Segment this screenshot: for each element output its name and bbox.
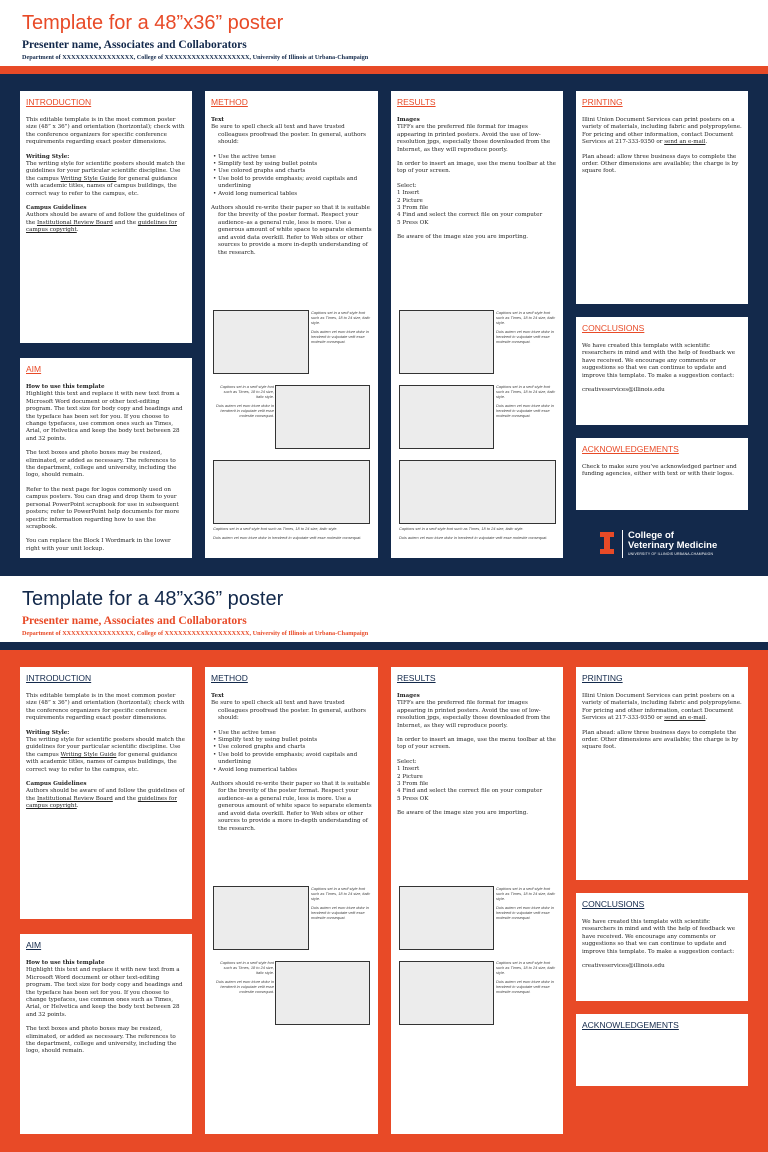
how-to-heading: How to use this template bbox=[26, 960, 105, 966]
image-placeholder[interactable] bbox=[275, 961, 370, 1025]
image-caption: Captions set in a serif style font such as Times, 18 to 24 size, italic style. Duis autem vel eum iriure dolor in hendrerit in vulputate velit esse molestie consequat. bbox=[216, 960, 274, 994]
results-heading: RESULTS bbox=[397, 97, 436, 107]
presenter-line: Presenter name, Associates and Collaborators bbox=[22, 615, 247, 627]
department-line: Department of XXXXXXXXXXXXXXXX, College of XXXXXXXXXXXXXXXXXXX, University of Illinois at Urbana-Champaign bbox=[22, 630, 369, 637]
image-caption: Captions set in a serif style font such as Times, 18 to 24 size, italic style. Duis autem vel eum iriure dolor in hendrerit in vulputate velit esse molestie consequat. bbox=[496, 384, 556, 418]
acknowledgements-heading: ACKNOWLEDGEMENTS bbox=[582, 444, 679, 454]
conclusions-heading: CONCLUSIONS bbox=[582, 899, 645, 909]
image-caption: Captions set in a serif style font such as Times, 18 to 24 size, italic style. Duis autem vel eum iriure dolor in hendrerit in vulputate velit esse molestie consequat. bbox=[496, 310, 556, 344]
method-bullet: • Use the active tense bbox=[213, 153, 276, 160]
poster-title: Template for a 48”x36” poster bbox=[22, 12, 284, 34]
introduction-box bbox=[20, 667, 192, 919]
images-heading: Images bbox=[397, 693, 420, 699]
aim-paragraph-4: You can replace the Block I Wordmark in the lower right with your unit lockup. bbox=[26, 538, 171, 552]
block-i-logo-icon bbox=[600, 532, 614, 554]
method-heading: METHOD bbox=[211, 673, 248, 683]
header-band bbox=[0, 642, 768, 650]
method-bullet: • Avoid long numerical tables bbox=[213, 190, 298, 197]
results-step: 2 Picture bbox=[397, 197, 423, 204]
method-bullet: • Use bold to provide emphasis; avoid capitals and underlining bbox=[213, 175, 358, 190]
contact-email[interactable]: creativeservices@illinois.edu bbox=[582, 963, 665, 970]
poster-orange bbox=[0, 576, 768, 1152]
printing-text bbox=[582, 693, 742, 752]
method-paragraph-1: Be sure to spell check all text and have trusted colleagues proofread the poster. In general, authors should: bbox=[211, 124, 366, 146]
how-to-paragraph: Highlight this text and replace it with new text from a Microsoft Word document or other text-editing program. The text size for body copy and headings and the typeface has been set for you. If you choose to change typefaces, use common ones such as Times, Arial, or Helvetica and keep the body text between 28 and 32 points. bbox=[26, 967, 183, 1018]
conclusions-paragraph: We have created this template with scientific researchers in mind and with the help of feedback we have received. We encourage any comments or suggestions so that we can continue to update and improve this template. To make a suggestion contact: bbox=[582, 919, 736, 955]
how-to-heading: How to use this template bbox=[26, 384, 105, 390]
printing-paragraph-1: Illini Union Document Services can print posters on a variety of materials, including fabric and polypropylene. For pricing and other information, contact Document Services at 217-333-9350 or bbox=[582, 693, 742, 722]
presenter-line: Presenter name, Associates and Collaborators bbox=[22, 39, 247, 51]
introduction-text bbox=[26, 117, 186, 235]
writing-style-text: The writing style for scientific posters should match the guidelines for your particular scientific discipline. Use the campus bbox=[26, 737, 185, 758]
copyright-link[interactable]: guidelines for campus copyright bbox=[26, 219, 177, 234]
results-paragraph-2: In order to insert an image, use the menu toolbar at the top of your screen. bbox=[397, 161, 556, 175]
conclusions-heading: CONCLUSIONS bbox=[582, 323, 645, 333]
conclusions-text bbox=[582, 343, 742, 394]
method-paragraph-2: Authors should re-write their paper so that it is suitable for the brevity of the poster format. Respect your audience–as a general rule, less is more. Use a generous amount of white space to separate elements and avoid data overkill. Refer to Web sites or other sources to provide a more in-depth understanding of the research. bbox=[211, 781, 372, 832]
text-heading: Text bbox=[211, 117, 224, 123]
image-caption: Captions set in a serif style font such as Times, 18 to 24 size, italic style. Duis autem vel eum iriure dolor in hendrerit in vulputate velit esse molestie consequat. bbox=[496, 886, 556, 920]
introduction-text bbox=[26, 693, 186, 811]
printing-text bbox=[582, 117, 742, 176]
aim-paragraph-2: The text boxes and photo boxes may be resized, eliminated, or added as necessary. The references to the department, college and university, including the logo, should remain. bbox=[26, 450, 177, 479]
header-band bbox=[0, 66, 768, 74]
poster-header bbox=[0, 576, 768, 642]
method-heading: METHOD bbox=[211, 97, 248, 107]
printing-heading: PRINTING bbox=[582, 97, 623, 107]
image-caption: Captions set in a serif style font such as Times, 18 to 24 size, italic style. Duis autem vel eum iriure dolor in hendrerit in vulputate velit esse molestie consequat. bbox=[311, 310, 371, 344]
results-text bbox=[397, 117, 557, 242]
send-email-link[interactable]: send an e-mail bbox=[664, 139, 706, 146]
printing-box bbox=[576, 91, 748, 304]
acknowledgements-text bbox=[582, 464, 742, 479]
results-heading: RESULTS bbox=[397, 673, 436, 683]
writing-style-guide-link[interactable]: Writing Style Guide bbox=[60, 175, 117, 182]
results-text bbox=[397, 693, 557, 818]
writing-style-text: The writing style for scientific posters should match the guidelines for your particular scientific discipline. Use the campus bbox=[26, 161, 185, 182]
method-bullet: • Use colored graphs and charts bbox=[213, 168, 306, 175]
method-text bbox=[211, 693, 372, 833]
results-step: 4 Find and select the correct file on your computer bbox=[397, 788, 543, 795]
image-placeholder[interactable] bbox=[213, 460, 370, 524]
method-text bbox=[211, 117, 372, 257]
image-caption: Captions set in a serif style font such as Times, 18 to 24 size, italic style. Duis autem vel eum iriure dolor in hendrerit in vulputate velit esse molestie consequat. bbox=[399, 526, 548, 540]
irb-link[interactable]: Institutional Review Board bbox=[36, 219, 113, 226]
logo-divider bbox=[622, 530, 623, 558]
campus-text-end: . bbox=[76, 227, 79, 234]
conclusions-paragraph: We have created this template with scientific researchers in mind and with the help of feedback we have received. We encourage any comments or suggestions so that we can continue to update and improve this template. To make a suggestion contact: bbox=[582, 343, 736, 379]
results-step: 1 Insert bbox=[397, 190, 420, 197]
printing-paragraph-2: Plan ahead: allow three business days to complete the order. Other dimensions are available; the charge is by square foot. bbox=[582, 729, 739, 751]
image-placeholder[interactable] bbox=[399, 886, 494, 950]
image-placeholder[interactable] bbox=[399, 460, 556, 524]
results-step: 1 Insert bbox=[397, 766, 420, 773]
writing-style-text-end: for general guidance with academic titles, names of campus buildings, the correct way to refer to the campus, etc. bbox=[26, 175, 178, 197]
aim-heading: AIM bbox=[26, 364, 42, 374]
campus-guidelines-heading: Campus Guidelines bbox=[26, 781, 87, 788]
image-caption: Captions set in a serif style font such as Times, 18 to 24 size, italic style. Duis autem vel eum iriure dolor in hendrerit in vulputate velit esse molestie consequat. bbox=[311, 886, 371, 920]
results-paragraph-1: TIFFs are the preferred file format for images appearing in printed posters. Avoid the use of low-resolution jpgs, especially those downloaded from the Internet, as they will reproduce poorly. bbox=[397, 700, 551, 729]
aim-paragraph-2: The text boxes and photo boxes may be resized, eliminated, or added as necessary. The references to the department, college and university, including the logo, should remain. bbox=[26, 1026, 177, 1055]
results-step: 3 From file bbox=[397, 781, 429, 788]
aim-box bbox=[20, 934, 192, 1134]
intro-paragraph: This editable template is in the most common poster size (48” x 36”) and orientation (horizontal); check with the conference organizers for specific conference requirements regarding exact poster dimensions. bbox=[26, 117, 185, 146]
results-step: 5 Press OK bbox=[397, 219, 429, 226]
results-paragraph-2: In order to insert an image, use the menu toolbar at the top of your screen. bbox=[397, 737, 556, 751]
image-placeholder[interactable] bbox=[213, 310, 309, 374]
printing-heading: PRINTING bbox=[582, 673, 623, 683]
aim-text bbox=[26, 384, 186, 553]
department-line: Department of XXXXXXXXXXXXXXXX, College of XXXXXXXXXXXXXXXXXXX, University of Illinois at Urbana-Champaign bbox=[22, 54, 369, 61]
writing-style-heading: Writing Style: bbox=[26, 729, 70, 736]
method-bullet: • Use colored graphs and charts bbox=[213, 744, 306, 751]
logo-line-1: College of bbox=[628, 530, 674, 541]
conclusions-box bbox=[576, 317, 748, 425]
printing-paragraph-1: Illini Union Document Services can print posters on a variety of materials, including fabric and polypropylene. For pricing and other information, contact Document Services at 217-333-9350 or bbox=[582, 117, 742, 146]
method-bullet: • Simplify text by using bullet points bbox=[213, 737, 318, 744]
results-paragraph-1: TIFFs are the preferred file format for images appearing in printed posters. Avoid the use of low-resolution jpgs, especially those downloaded from the Internet, as they will reproduce poorly. bbox=[397, 124, 551, 153]
college-logo bbox=[600, 528, 750, 560]
select-label: Select: bbox=[397, 182, 417, 189]
printing-text-end: . bbox=[705, 139, 708, 146]
method-paragraph-1: Be sure to spell check all text and have trusted colleagues proofread the poster. In general, authors should: bbox=[211, 700, 366, 722]
writing-style-heading: Writing Style: bbox=[26, 153, 70, 160]
method-paragraph-2: Authors should re-write their paper so that it is suitable for the brevity of the poster format. Respect your audience–as a general rule, less is more. Use a generous amount of white space to separate elements and avoid data overkill. Refer to Web sites or other sources to provide a more in-depth understanding of the research. bbox=[211, 205, 372, 256]
acknowledgements-heading: ACKNOWLEDGEMENTS bbox=[582, 1020, 679, 1030]
irb-link[interactable]: Institutional Review Board bbox=[36, 795, 113, 802]
acknowledgements-paragraph: Check to make sure you’ve acknowledged partner and funding agencies, either with text or with their logos. bbox=[582, 464, 737, 478]
text-heading: Text bbox=[211, 693, 224, 699]
copyright-link[interactable]: guidelines for campus copyright bbox=[26, 795, 177, 810]
campus-text-joiner: and the bbox=[112, 219, 138, 226]
results-step: 3 From file bbox=[397, 205, 429, 212]
campus-text-joiner: and the bbox=[112, 795, 138, 802]
aim-box bbox=[20, 358, 192, 558]
poster-header bbox=[0, 0, 768, 66]
image-placeholder[interactable] bbox=[399, 961, 494, 1025]
image-placeholder[interactable] bbox=[399, 310, 494, 374]
select-label: Select: bbox=[397, 758, 417, 765]
results-step: 5 Press OK bbox=[397, 795, 429, 802]
poster-title: Template for a 48”x36” poster bbox=[22, 588, 284, 610]
campus-text-end: . bbox=[76, 803, 79, 810]
results-paragraph-3: Be aware of the image size you are importing. bbox=[397, 234, 529, 241]
conclusions-box bbox=[576, 893, 748, 1001]
results-paragraph-3: Be aware of the image size you are importing. bbox=[397, 810, 529, 817]
images-heading: Images bbox=[397, 117, 420, 123]
image-placeholder[interactable] bbox=[275, 385, 370, 449]
aim-text bbox=[26, 960, 186, 1056]
contact-email[interactable]: creativeservices@illinois.edu bbox=[582, 387, 665, 394]
method-bullet: • Simplify text by using bullet points bbox=[213, 161, 318, 168]
printing-text-end: . bbox=[705, 715, 708, 722]
conclusions-text bbox=[582, 919, 742, 970]
printing-box bbox=[576, 667, 748, 880]
campus-guidelines-heading: Campus Guidelines bbox=[26, 205, 87, 212]
acknowledgements-box bbox=[576, 438, 748, 510]
introduction-heading: INTRODUCTION bbox=[26, 673, 92, 683]
introduction-heading: INTRODUCTION bbox=[26, 97, 92, 107]
method-bullet: • Use bold to provide emphasis; avoid capitals and underlining bbox=[213, 751, 358, 766]
printing-paragraph-2: Plan ahead: allow three business days to complete the order. Other dimensions are available; the charge is by square foot. bbox=[582, 153, 739, 175]
image-caption: Captions set in a serif style font such as Times, 18 to 24 size, italic style. Duis autem vel eum iriure dolor in hendrerit in vulputate velit esse molestie consequat. bbox=[496, 960, 556, 994]
image-caption: Captions set in a serif style font such as Times, 18 to 24 size, italic style. Duis autem vel eum iriure dolor in hendrerit in vulputate velit esse molestie consequat. bbox=[216, 384, 274, 418]
image-placeholder[interactable] bbox=[399, 385, 494, 449]
send-email-link[interactable]: send an e-mail bbox=[664, 715, 706, 722]
introduction-box bbox=[20, 91, 192, 343]
writing-style-text-end: for general guidance with academic titles, names of campus buildings, the correct way to refer to the campus, etc. bbox=[26, 751, 178, 773]
method-bullet: • Use the active tense bbox=[213, 729, 276, 736]
campus-guidelines-text: Authors should be aware of and follow the guidelines of the bbox=[26, 212, 185, 226]
campus-guidelines-text: Authors should be aware of and follow the guidelines of the bbox=[26, 788, 185, 802]
aim-paragraph-3: Refer to the next page for logos commonly used on campus posters. You can drag and drop them to your personal PowerPoint scrapbook for use in subsequent posters; refer to PowerPoint help documents for more specific information regarding how to use the scrapbook. bbox=[26, 486, 180, 530]
results-step: 4 Find and select the correct file on your computer bbox=[397, 212, 543, 219]
how-to-paragraph: Highlight this text and replace it with new text from a Microsoft Word document or other text-editing program. The text size for body copy and headings and the typeface has been set for you. If you choose to change typefaces, use common ones such as Times, Arial, or Helvetica and keep the body text between 28 and 32 points. bbox=[26, 391, 183, 442]
logo-line-3: UNIVERSITY OF ILLINOIS URBANA-CHAMPAIGN bbox=[628, 552, 714, 556]
image-placeholder[interactable] bbox=[213, 886, 309, 950]
logo-line-2: Veterinary Medicine bbox=[628, 540, 718, 551]
acknowledgements-box bbox=[576, 1014, 748, 1086]
intro-paragraph: This editable template is in the most common poster size (48” x 36”) and orientation (horizontal); check with the conference organizers for specific conference requirements regarding exact poster dimensions. bbox=[26, 693, 185, 722]
image-caption: Captions set in a serif style font such as Times, 18 to 24 size, italic style. Duis autem vel eum iriure dolor in hendrerit in vulputate velit esse molestie consequat. bbox=[213, 526, 362, 540]
method-bullet: • Avoid long numerical tables bbox=[213, 766, 298, 773]
aim-heading: AIM bbox=[26, 940, 42, 950]
writing-style-guide-link[interactable]: Writing Style Guide bbox=[60, 751, 117, 758]
results-step: 2 Picture bbox=[397, 773, 423, 780]
